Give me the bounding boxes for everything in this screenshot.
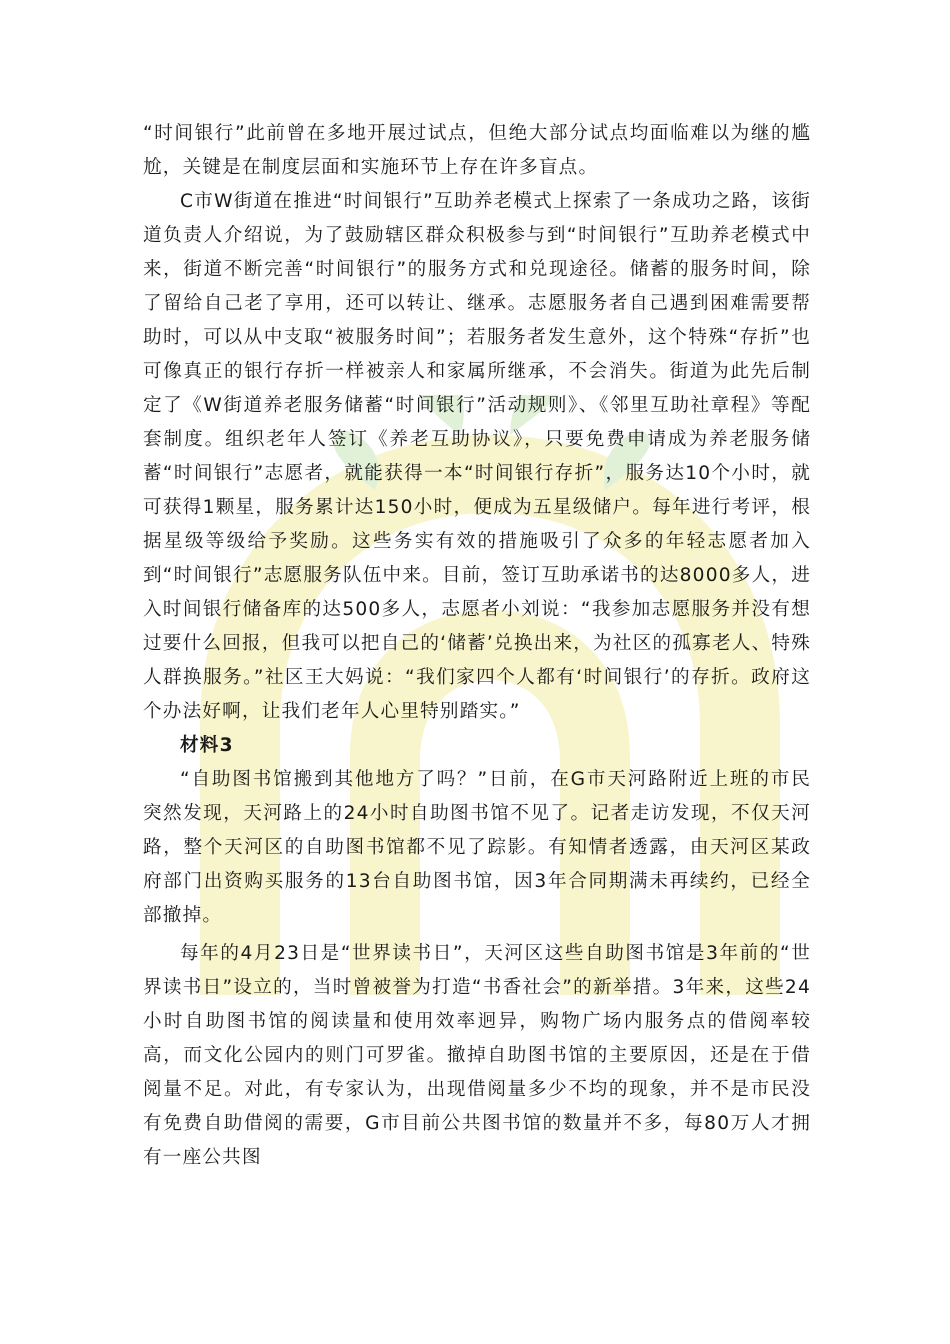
paragraph: 每年的4月23日是“世界读书日”，天河区这些自助图书馆是3年前的“世界读书日”设立的，当时曾被誉为打造“书香社会”的新举措。3年来，这些24小时自助图书馆的阅读量和使用效率迥异，购物广场内服务点的借阅率较高，而文化公园内的则门可罗雀。撤掉自助图书馆的主要原因，还是在于借阅量不足。对此，有专家认为，出现借阅量多少不均的现象，并不是市民没有免费自助借阅的需要，G市目前公共图书馆的数量并不多，每80万人才拥有一座公共图 xyxy=(143,943,811,1168)
paragraph: “自助图书馆搬到其他地方了吗？”日前，在G市天河路附近上班的市民突然发现，天河路上的24小时自助图书馆不见了。记者走访发现，不仅天河路，整个天河区的自助图书馆都不见了踪影。有知情者透露，由天河区某政府部门出资购买服务的13台自助图书馆，因3年合同期满未再续约，已经全部撤掉。 xyxy=(143,769,811,926)
document-body xyxy=(143,117,811,1175)
section-heading: 材料3 xyxy=(180,735,234,756)
paragraph: “时间银行”此前曾在多地开展过试点，但绝大部分试点均面临难以为继的尴尬，关键是在制度层面和实施环节上存在许多盲点。 xyxy=(143,123,811,178)
paragraph: C市W街道在推进“时间银行”互助养老模式上探索了一条成功之路，该街道负责人介绍说，为了鼓励辖区群众积极参与到“时间银行”互助养老模式中来，街道不断完善“时间银行”的服务方式和兑现途径。储蓄的服务时间，除了留给自己老了享用，还可以转让、继承。志愿服务者自己遇到困难需要帮助时，可以从中支取“被服务时间”；若服务者发生意外，这个特殊“存折”也可像真正的银行存折一样被亲人和家属所继承，不会消失。街道为此先后制定了《W街道养老服务储蓄“时间银行”活动规则》、《邻里互助社章程》等配套制度。组织老年人签订《养老互助协议》，只要免费申请成为养老服务储蓄“时间银行”志愿者，就能获得一本“时间银行存折”，服务达10个小时，就可获得1颗星，服务累计达150小时，便成为五星级储户。每年进行考评，根据星级等级给予奖励。这些务实有效的措施吸引了众多的年轻志愿者加入到“时间银行”志愿服务队伍中来。目前，签订互助承诺书的达8000多人，进入时间银行储备库的达500多人，志愿者小刘说：“我参加志愿服务并没有想过要什么回报，但我可以把自己的‘储蓄’兑换出来，为社区的孤寡老人、特殊人群换服务。”社区王大妈说：“我们家四个人都有‘时间银行’的存折。政府这个办法好啊，让我们老年人心里特别踏实。” xyxy=(143,191,811,722)
